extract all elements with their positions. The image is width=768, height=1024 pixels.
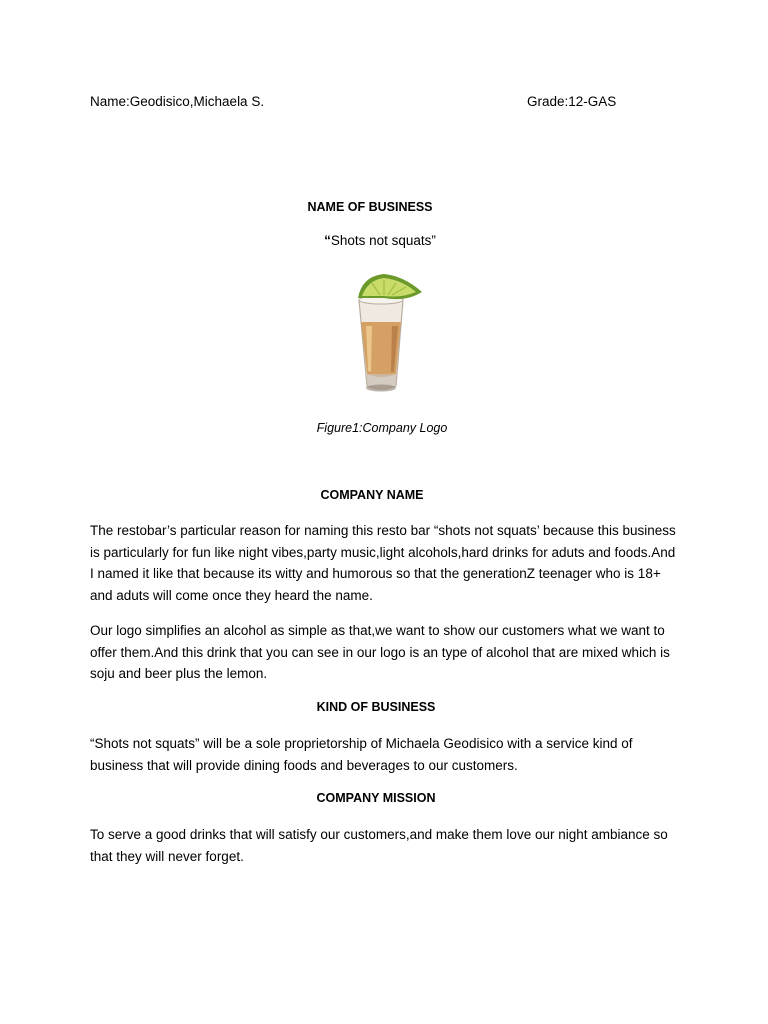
business-slogan [0, 233, 764, 248]
paragraph-kind-of-business: “Shots not squats” will be a sole proprietorship of Michaela Geodisico with a service kind of business that will provide dining foods and beverages to our customers. [90, 736, 633, 773]
heading-company-name: COMPANY NAME [320, 488, 424, 502]
figure-caption: Figure1:Company Logo [316, 421, 448, 435]
heading-name-of-business: NAME OF BUSINESS [307, 200, 433, 214]
student-name: Name:Geodisico,Michaela S. [90, 94, 265, 109]
student-grade: Grade:12-GAS [527, 94, 617, 109]
heading-kind-of-business: KIND OF BUSINESS [316, 700, 436, 714]
paragraph-company-name-reason: The restobar’s particular reason for naming this resto bar “shots not squats’ because this business is particularly for fun like night vibes,party music,light alcohols,hard drinks for aduts and foods.And I named it like that because its witty and humorous so that the generationZ teenager who is 18+ and aduts will come once they heard the name. [90, 523, 676, 603]
heading-company-mission: COMPANY MISSION [316, 791, 436, 805]
slogan-text: Shots not squats” [330, 233, 436, 248]
shot-glass-with-lime-icon [322, 268, 450, 400]
slogan-open-quote: “ [324, 233, 331, 248]
paragraph-logo-description: Our logo simplifies an alcohol as simple as that,we want to show our customers what we want to offer them.And this drink that you can see in our logo is an type of alcohol that are mixed which is soju and beer plus the lemon. [90, 623, 670, 681]
paragraph-company-mission: To serve a good drinks that will satisfy our customers,and make them love our night ambiance so that they will never forget. [90, 827, 668, 864]
